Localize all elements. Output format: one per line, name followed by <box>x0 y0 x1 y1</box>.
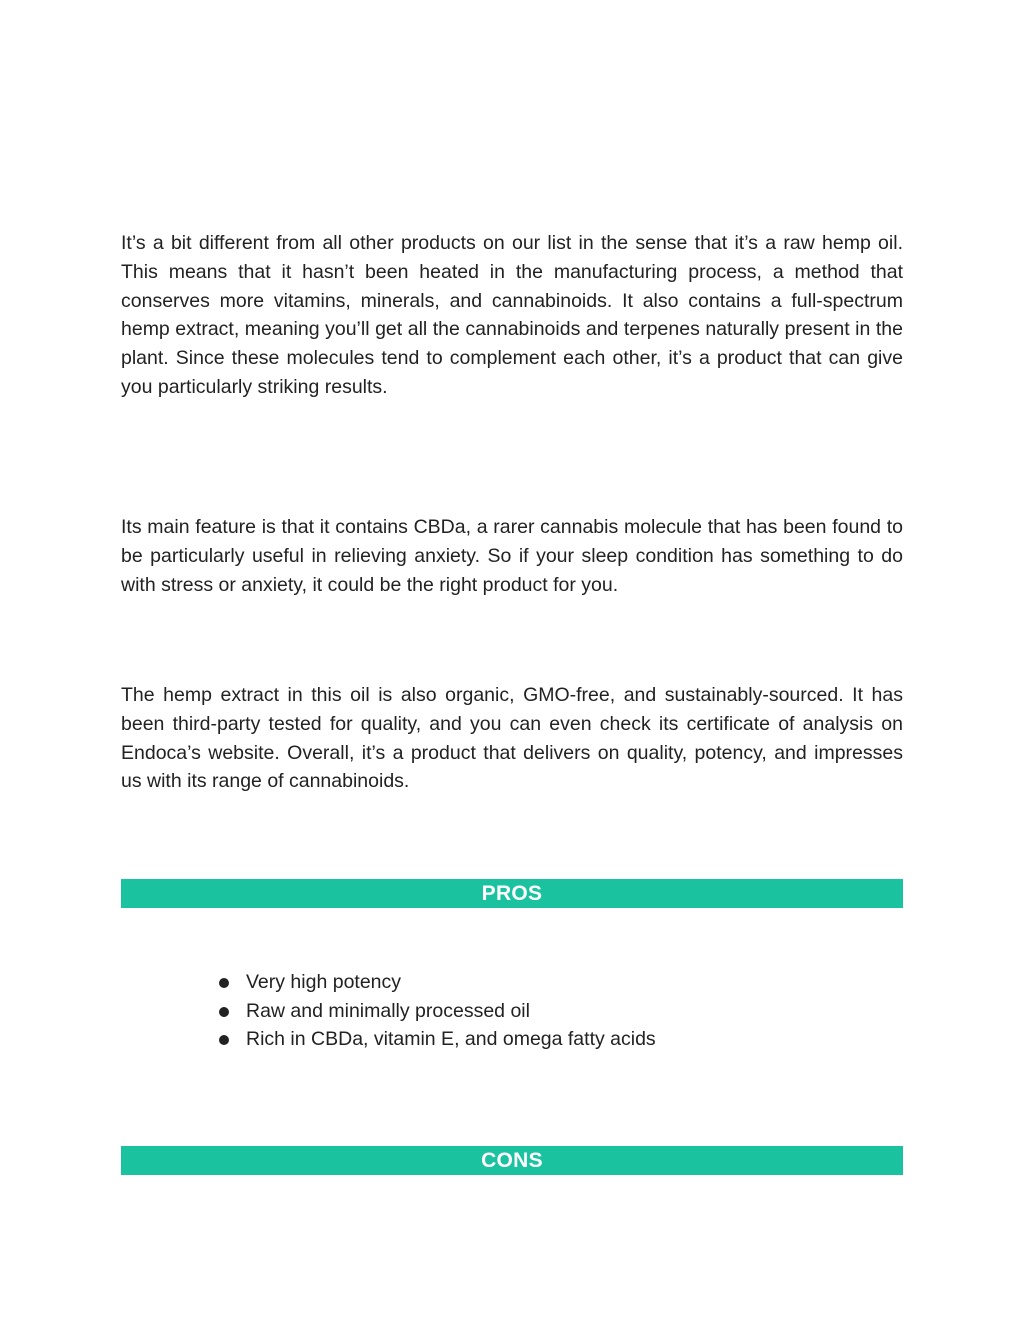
pros-list-item <box>214 997 656 1026</box>
body-paragraph-2: Its main feature is that it contains CBDa, a rarer cannabis molecule that has been found to be particularly useful in relieving anxiety. So if your sleep condition has something to do with stress or anxiety, it could be the right product for you. <box>121 516 903 596</box>
pros-heading-banner: PROS <box>121 879 903 908</box>
pros-item-text: Rich in CBDa, vitamin E, and omega fatty acids <box>246 1028 656 1050</box>
bullet-icon <box>219 1035 229 1045</box>
cons-heading-banner: CONS <box>121 1146 903 1175</box>
bullet-icon <box>219 1007 229 1017</box>
pros-list <box>214 968 656 1054</box>
bullet-icon <box>219 978 229 988</box>
pros-list-item <box>214 968 656 997</box>
pros-item-text: Raw and minimally processed oil <box>246 999 530 1022</box>
pros-item-text: Very high potency <box>246 971 402 993</box>
pros-list-item <box>214 1025 656 1054</box>
body-paragraph-1: It’s a bit different from all other products on our list in the sense that it’s a raw hemp oil. This means that it hasn’t been heated in the manufacturing process, a method that conserves more vitamins, minerals, and cannabinoids. It also contains a full-spectrum hemp extract, meaning you’ll get all the cannabinoids and terpenes naturally present in the plant. Since these molecules tend to complement each other, it’s a product that can give you particularly striking results. <box>121 232 903 398</box>
body-paragraph-3: The hemp extract in this oil is also organic, GMO-free, and sustainably-sourced. It has been third-party tested for quality, and you can even check its certificate of analysis on Endoca’s website. Overall, it’s a product that delivers on quality, potency, and impresses us with its range of cannabinoids. <box>121 684 903 793</box>
